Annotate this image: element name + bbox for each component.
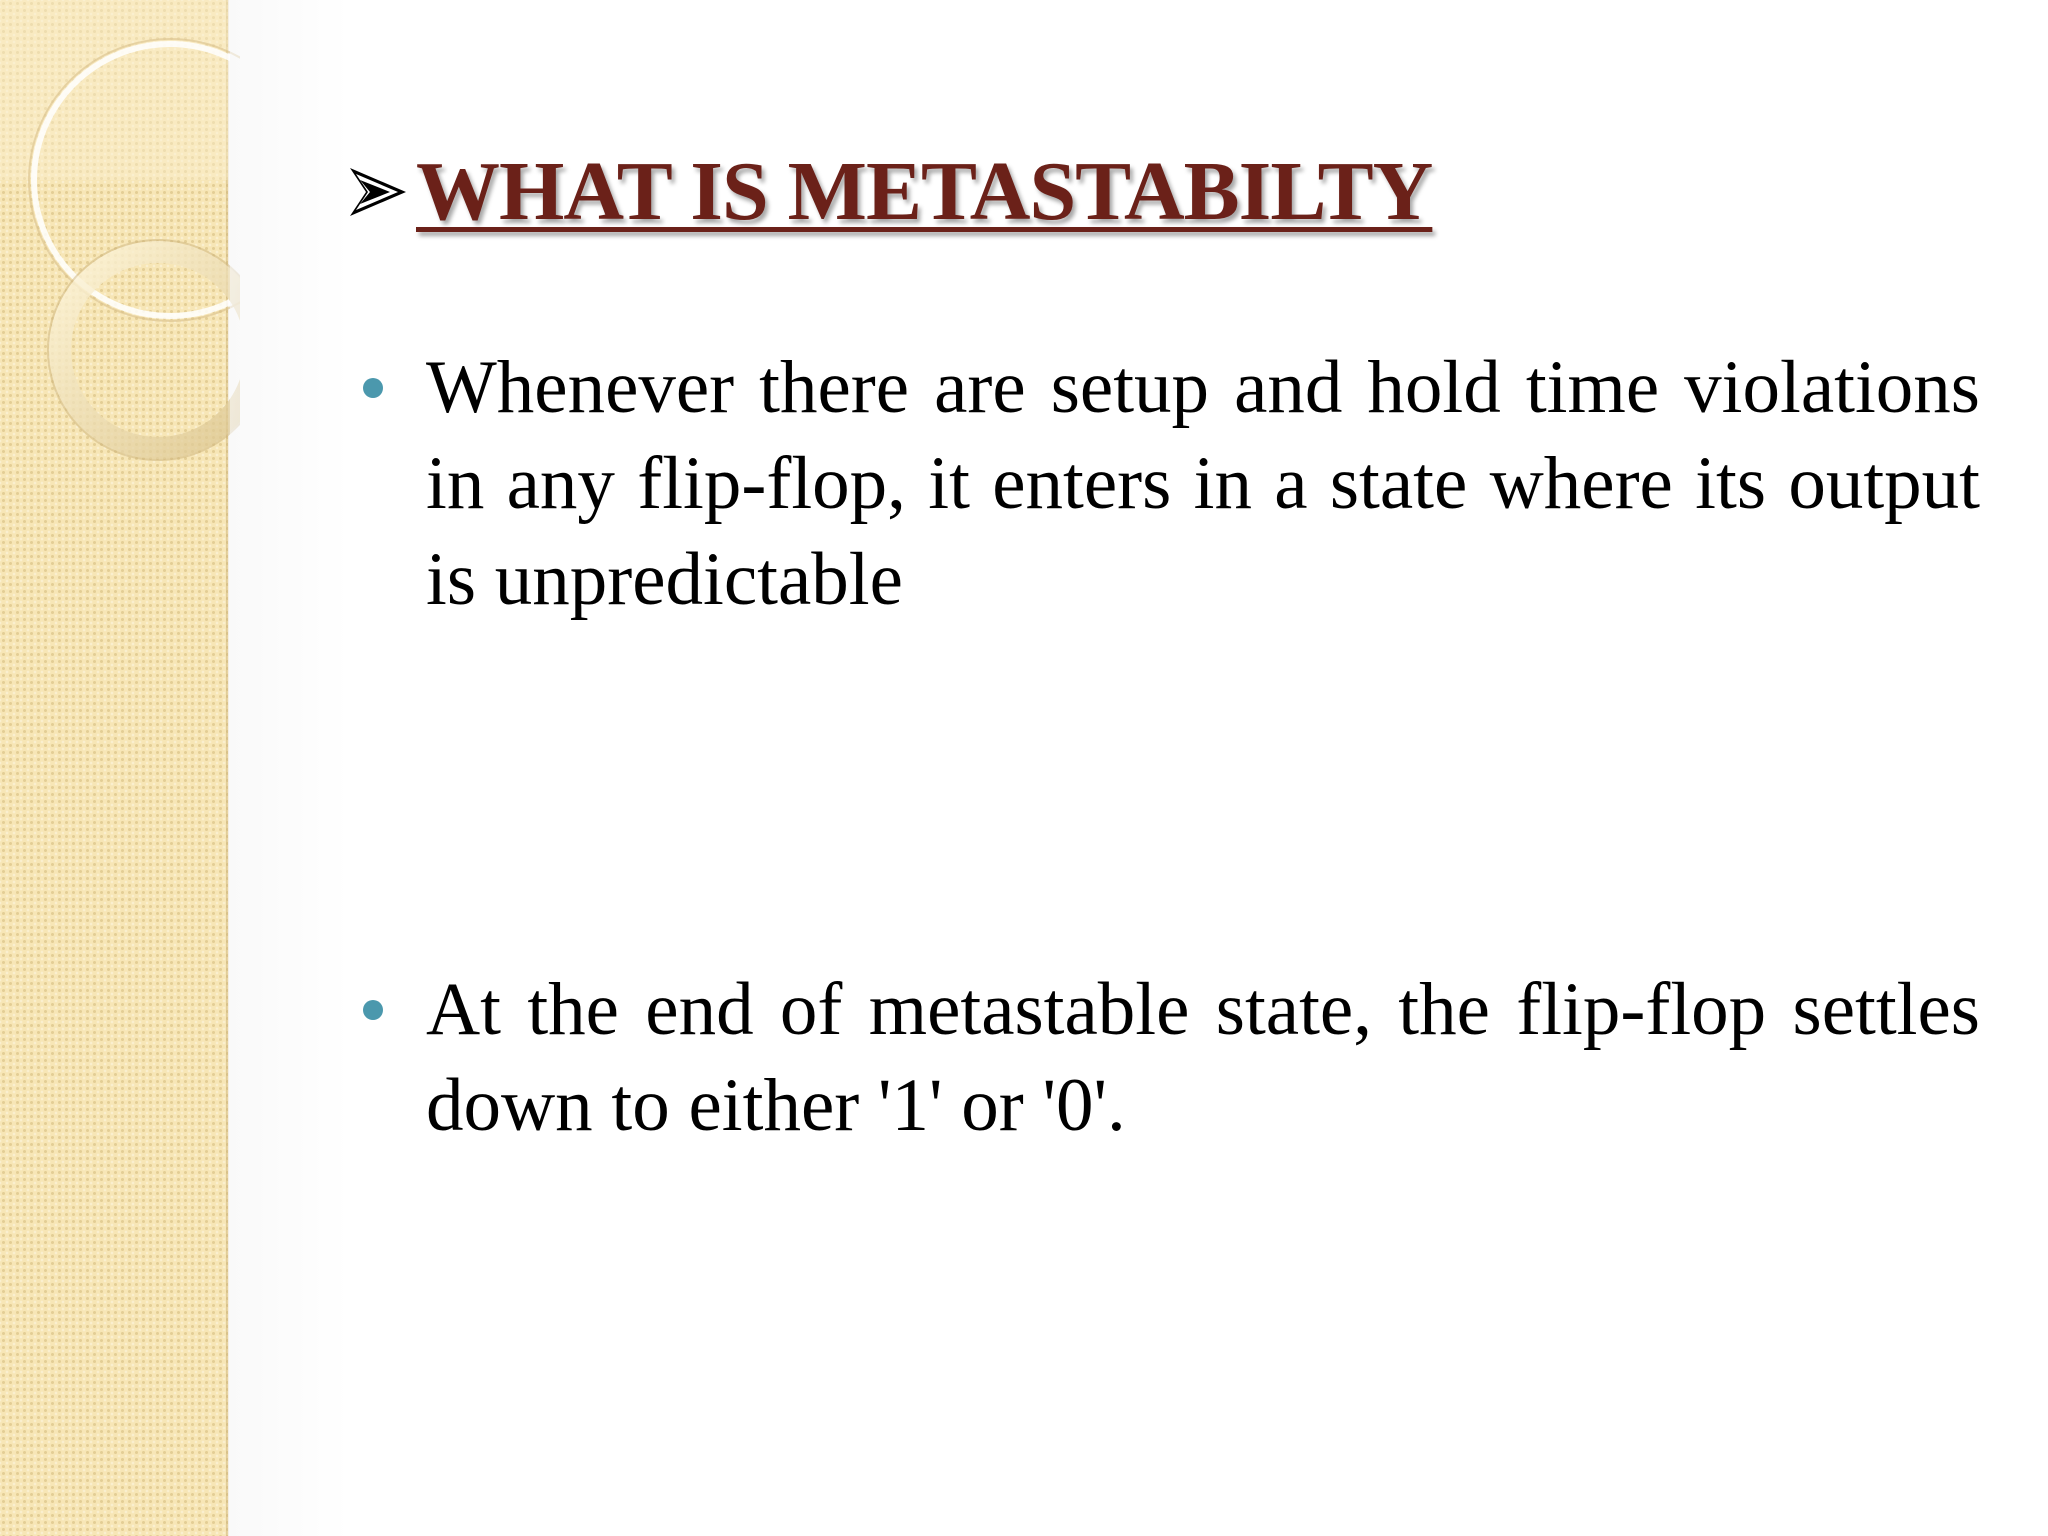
decorative-rings <box>0 0 240 520</box>
bullet-dot-icon <box>363 1000 383 1020</box>
arrowhead-icon <box>346 160 410 224</box>
bullet-list <box>360 340 1980 1154</box>
bullet-text: At the end of metastable state, the flip-flop settles down to either '1' or '0'. <box>426 968 1980 1147</box>
title-row <box>346 142 1432 242</box>
bullet-dot-icon <box>363 378 383 398</box>
slide-title: WHAT IS METASTABILTY <box>416 145 1433 238</box>
bullet-text: Whenever there are setup and hold time violations in any flip-flop, it enters in a state where its output is unpredictable <box>426 346 1980 621</box>
bullet-item <box>360 962 1980 1154</box>
bullet-item <box>360 340 1980 628</box>
small-ring <box>60 252 240 448</box>
content-edge-shadow <box>230 0 350 1536</box>
